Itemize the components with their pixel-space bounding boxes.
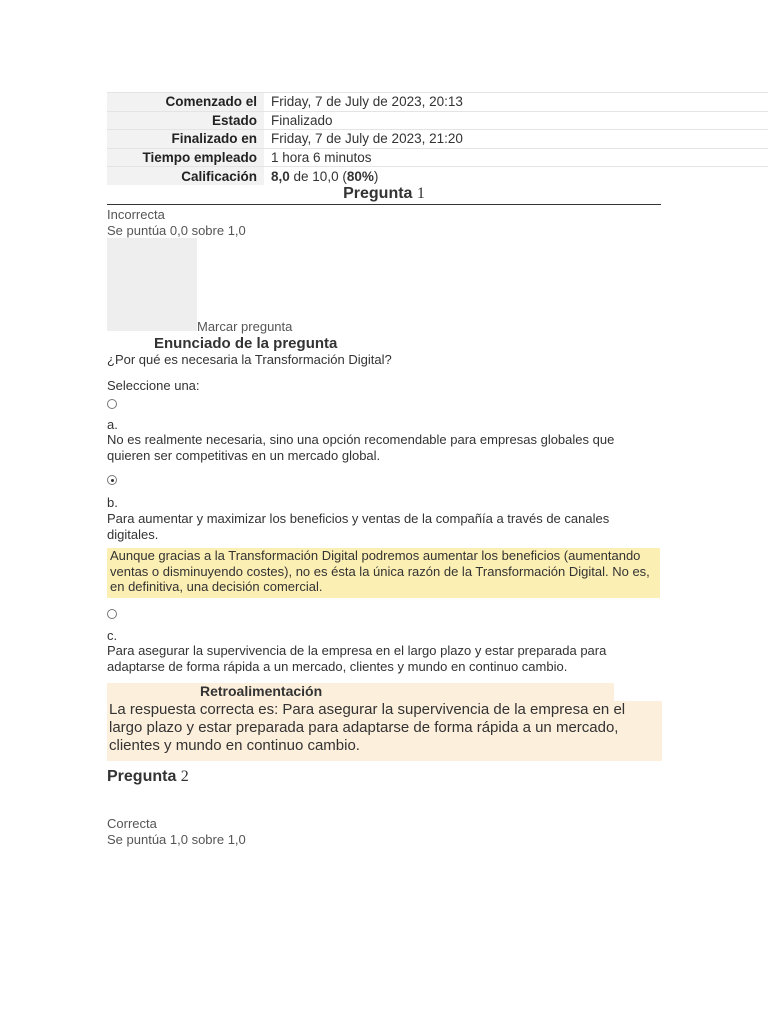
option-c-text[interactable]: Para asegurar la supervivencia de la empresa en el largo plazo y estar preparada para adaptarse de forma rápida a un mercado, clientes y mundo en continuo cambio.: [107, 643, 607, 674]
summary-grade-value: [264, 167, 768, 186]
select-one-prompt: Seleccione una:: [107, 378, 200, 393]
option-a-radio[interactable]: [107, 399, 117, 409]
question-number: 2: [180, 768, 189, 785]
question-2-mark: Se puntúa 1,0 sobre 1,0: [107, 832, 246, 847]
question-title-word: Pregunta: [107, 768, 177, 785]
flag-question-box[interactable]: [107, 238, 197, 331]
question-2-state: Correcta: [107, 816, 157, 831]
summary-value: 1 hora 6 minutos: [264, 148, 768, 167]
feedback-heading: Retroalimentación: [200, 683, 323, 699]
summary-row-time: [107, 148, 768, 167]
grade-score: 8,0: [271, 168, 290, 184]
question-2-title: [107, 768, 189, 786]
option-c-letter[interactable]: c.: [107, 628, 118, 643]
summary-row-finished: [107, 130, 768, 149]
summary-label: Finalizado en: [107, 130, 264, 149]
option-c-radio[interactable]: [107, 609, 117, 619]
question-title-word: Pregunta: [343, 185, 413, 202]
question-text: ¿Por qué es necesaria la Transformación Digital?: [107, 352, 392, 367]
flag-question-label[interactable]: Marcar pregunta: [197, 319, 293, 334]
option-feedback: Aunque gracias a la Transformación Digital podremos aumentar los beneficios (aumentando ventas o disminuyendo costes), no es ésta la única razón de la Transformación Digital. No es, en definitiva, una decisión comercial.: [107, 548, 660, 598]
question-1-title: [107, 185, 661, 205]
grade-mid: de 10,0 (: [289, 168, 347, 184]
option-a-letter[interactable]: a.: [107, 417, 118, 432]
option-b-letter[interactable]: b.: [107, 495, 118, 510]
summary-label: Estado: [107, 111, 264, 130]
summary-row-grade: [107, 167, 768, 186]
feedback-heading-bar: [107, 683, 614, 701]
radio-selected-dot: [111, 479, 114, 482]
question-1-state: Incorrecta: [107, 207, 165, 222]
grade-percent: 80%: [346, 168, 374, 184]
question-stem-heading: Enunciado de la pregunta: [154, 335, 338, 352]
summary-label: Comenzado el: [107, 93, 264, 112]
summary-value: Friday, 7 de July de 2023, 20:13: [264, 93, 768, 112]
option-a-text[interactable]: No es realmente necesaria, sino una opción recomendable para empresas globales que quieren ser competitivas en un mercado global.: [107, 432, 615, 463]
summary-value: Friday, 7 de July de 2023, 21:20: [264, 130, 768, 149]
summary-value: Finalizado: [264, 111, 768, 130]
summary-row-started: [107, 93, 768, 112]
option-b-text[interactable]: Para aumentar y maximizar los beneficios y ventas de la compañía a través de canales digitales.: [107, 511, 610, 542]
summary-label: Calificación: [107, 167, 264, 186]
attempt-summary-table: [107, 92, 768, 185]
grade-end: ): [373, 168, 379, 184]
summary-row-state: [107, 111, 768, 130]
summary-label: Tiempo empleado: [107, 148, 264, 167]
correct-answer-feedback: La respuesta correcta es: Para asegurar la supervivencia de la empresa en el largo plazo y estar preparada para adaptarse de forma rápida a un mercado, clientes y mundo en continuo cambio.: [107, 701, 662, 761]
option-b-radio[interactable]: [107, 475, 117, 485]
question-1-mark: Se puntúa 0,0 sobre 1,0: [107, 223, 246, 238]
question-number: 1: [416, 185, 425, 202]
